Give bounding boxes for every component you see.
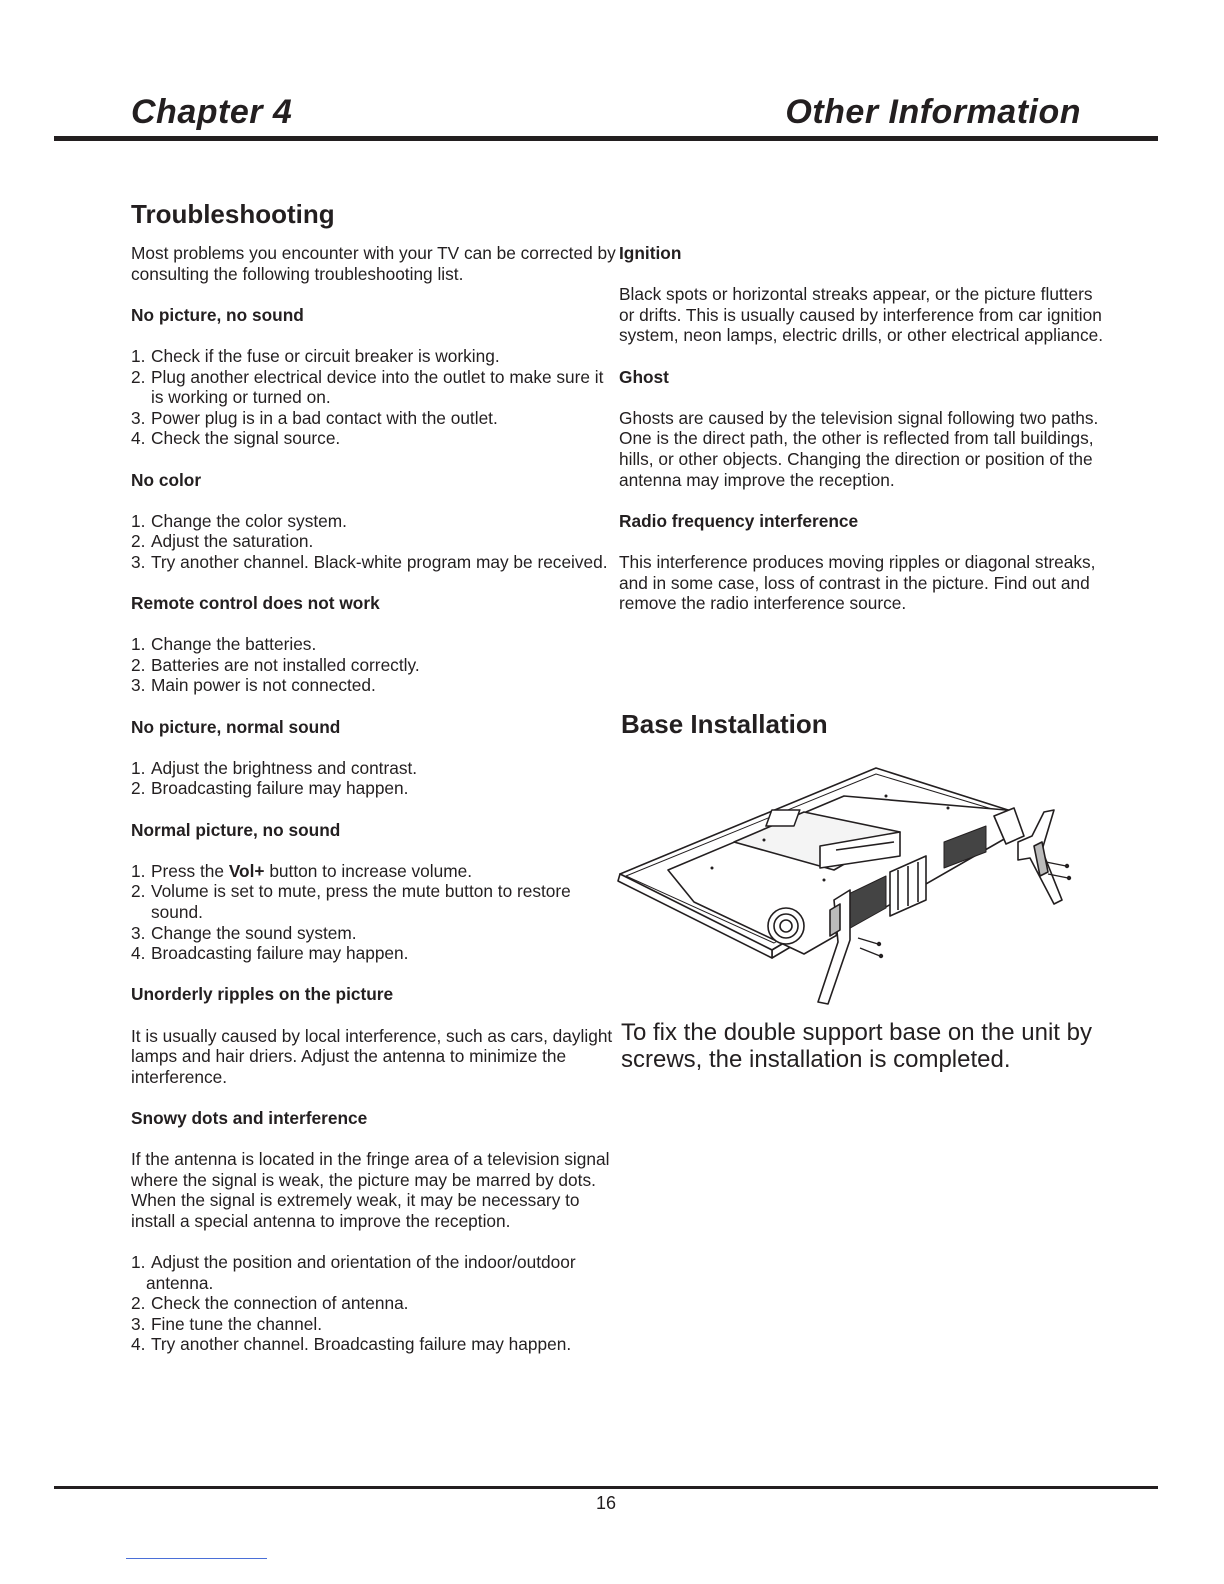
footer-rule <box>54 1486 1158 1489</box>
section-title-ignition: Ignition <box>619 243 682 263</box>
section-title-ghost: Ghost <box>619 366 669 387</box>
chapter-label: Chapter 4 <box>131 93 293 131</box>
list-item: 3. Main power is not connected. <box>131 675 376 696</box>
base-installation-heading: Base Installation <box>621 709 828 739</box>
troubleshooting-intro: Most problems you encounter with your TV can be corrected by consulting the following troubleshooting list. <box>131 243 616 284</box>
list-remote <box>131 634 617 696</box>
list-item: 4. Check the signal source. <box>131 428 341 449</box>
section-title-rfi: Radio frequency interference <box>619 510 859 531</box>
section-title-no-picture-no-sound: No picture, no sound <box>131 304 304 325</box>
header-rule <box>54 136 1158 141</box>
list-snowy <box>131 1252 617 1355</box>
list-item: 2. Batteries are not installed correctly. <box>131 654 420 675</box>
list-item: 2. Adjust the saturation. <box>131 531 314 552</box>
list-item: 1. Adjust the brightness and contrast. <box>131 757 418 778</box>
ignition-text: Black spots or horizontal streaks appear, or the picture flutters or drifts. This is usually caused by interference from car ignition system, neon lamps, electric drills, or other electrical appliance. <box>619 284 1104 346</box>
list-item: 3. Fine tune the channel. <box>131 1313 323 1334</box>
list-item: 4. Try another channel. Broadcasting failure may happen. <box>131 1334 572 1355</box>
section-title-snowy: Snowy dots and interference <box>131 1107 368 1128</box>
list-item: 3. Change the sound system. <box>131 922 357 943</box>
list-item: 3. Power plug is in a bad contact with the outlet. <box>131 407 498 428</box>
list-item: 2. Volume is set to mute, press the mute button to restore sound. <box>131 881 571 922</box>
right-column <box>619 243 1109 614</box>
chapter-title: Other Information <box>785 93 1081 131</box>
link-underline <box>126 1558 267 1559</box>
section-title-ripples: Unorderly ripples on the picture <box>131 984 394 1005</box>
vol-plus-label: Vol+ <box>228 860 265 881</box>
page-number: 16 <box>595 1493 617 1513</box>
troubleshooting-heading: Troubleshooting <box>131 199 335 229</box>
list-item: 1. Change the color system. <box>131 510 347 531</box>
section-title-normal-picture-no-sound: Normal picture, no sound <box>131 819 341 840</box>
section-title-no-picture-normal-sound: No picture, normal sound <box>131 716 341 737</box>
list-item: 1. Check if the fuse or circuit breaker is working. <box>131 345 500 366</box>
snowy-text: If the antenna is located in the fringe area of a television signal where the signal is weak, the picture may be marred by dots. When the signal is extremely weak, it may be necessary to install a special antenna to improve the reception. <box>131 1149 610 1231</box>
section-title-no-color: No color <box>131 469 202 490</box>
base-installation-caption: To fix the double support base on the unit by screws, the installation is completed. <box>621 1019 1092 1073</box>
ripples-text: It is usually caused by local interference, such as cars, daylight lamps and hair driers. Adjust the antenna to minimize the interference. <box>131 1025 613 1087</box>
list-no-picture-normal-sound <box>131 758 617 799</box>
list-no-color <box>131 511 617 573</box>
list-normal-picture-no-sound <box>131 861 617 964</box>
tv-base-installation-illustration <box>614 760 1084 1010</box>
section-title-remote: Remote control does not work <box>131 593 380 614</box>
list-item: 3. Try another channel. Black-white program may be received. <box>131 551 608 572</box>
list-item: 1. Press the Vol+ button to increase volume. <box>131 860 473 881</box>
list-no-picture-no-sound <box>131 346 617 449</box>
list-item: 1. Change the batteries. <box>131 634 317 655</box>
rfi-text: This interference produces moving ripples or diagonal streaks, and in some case, loss of contrast in the picture. Find out and remove the radio interference source. <box>619 551 1096 614</box>
ghost-text: Ghosts are caused by the television signal following two paths. One is the direct path, the other is reflected from tall buildings, hills, or other objects. Changing the direction or position of the antenna may improve the reception. <box>619 407 1099 490</box>
list-item: 4. Broadcasting failure may happen. <box>131 943 409 964</box>
list-item: 2. Broadcasting failure may happen. <box>131 778 409 799</box>
list-item: 2. Plug another electrical device into the outlet to make sure it is working or turned on. <box>131 366 604 408</box>
left-column <box>131 196 617 1355</box>
list-item: 2. Check the connection of antenna. <box>131 1293 409 1314</box>
list-item: 1. Adjust the position and orientation of the indoor/outdoor antenna. <box>131 1252 576 1293</box>
